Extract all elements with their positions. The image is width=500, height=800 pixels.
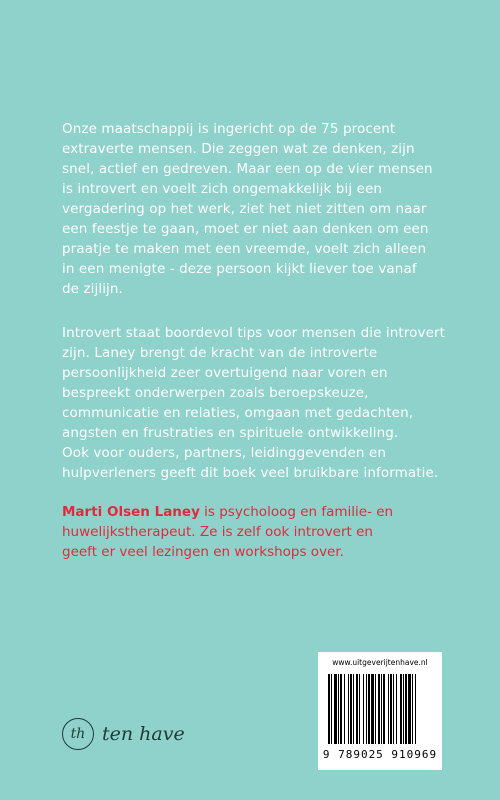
publisher-url: www.uitgeverijtenhave.nl <box>332 658 428 667</box>
text-line: Onze maatschappij is ingericht op de 75 procent <box>62 121 396 137</box>
text-line: bespreekt onderwerpen zoals beroepskeuze, <box>62 385 369 401</box>
isbn-number: 9 789025 910969 <box>322 748 438 761</box>
text-line: zijn. Laney brengt de kracht van de introverte <box>62 345 378 361</box>
text-line: de zijlijn. <box>62 281 123 297</box>
author-name: Marti Olsen Laney <box>62 504 200 520</box>
text-line: geeft er veel lezingen en workshops over. <box>62 544 344 560</box>
text-line: is introvert en voelt zich ongemakkelijk bij een <box>62 181 383 197</box>
text-line <box>62 502 462 522</box>
barcode-icon <box>326 674 434 746</box>
text-line: persoonlijkheid zeer overtuigend naar voren en <box>62 365 388 381</box>
text-line: in een menigte - deze persoon kijkt liever toe vanaf <box>62 261 417 277</box>
publisher-emblem-icon: th <box>62 718 94 750</box>
description-paragraph-1 <box>62 119 462 299</box>
author-bio <box>62 502 462 562</box>
text-line: huwelijkstherapeut. Ze is zelf ook introvert en <box>62 524 373 540</box>
text-line: praatje te maken met een vreemde, voelt zich alleen <box>62 241 427 257</box>
text-line: extraverte mensen. Die zeggen wat ze denken, zijn <box>62 141 415 157</box>
text-line: communicatie en relaties, omgaan met gedachten, <box>62 405 414 421</box>
text-line: Ook voor ouders, partners, leidinggevenden en <box>62 445 386 461</box>
text-line: snel, actief en gedreven. Maar een op de vier mensen <box>62 161 433 177</box>
text-line: Introvert staat boordevol tips voor mensen die introvert <box>62 325 446 341</box>
barcode-block <box>318 652 442 770</box>
publisher-name: ten have <box>102 723 185 745</box>
publisher-logo <box>62 718 185 750</box>
description-paragraph-2 <box>62 323 462 483</box>
text-line: hulpverleners geeft dit boek veel bruikbare informatie. <box>62 465 439 481</box>
text-line: een feestje te gaan, moet er niet aan denken om een <box>62 221 429 237</box>
text-line: angsten en frustraties en spirituele ontwikkeling. <box>62 425 399 441</box>
author-bio-text: is psycholoog en familie- en <box>199 504 394 520</box>
text-line: vergadering op het werk, ziet het niet zitten om naar <box>62 201 427 217</box>
